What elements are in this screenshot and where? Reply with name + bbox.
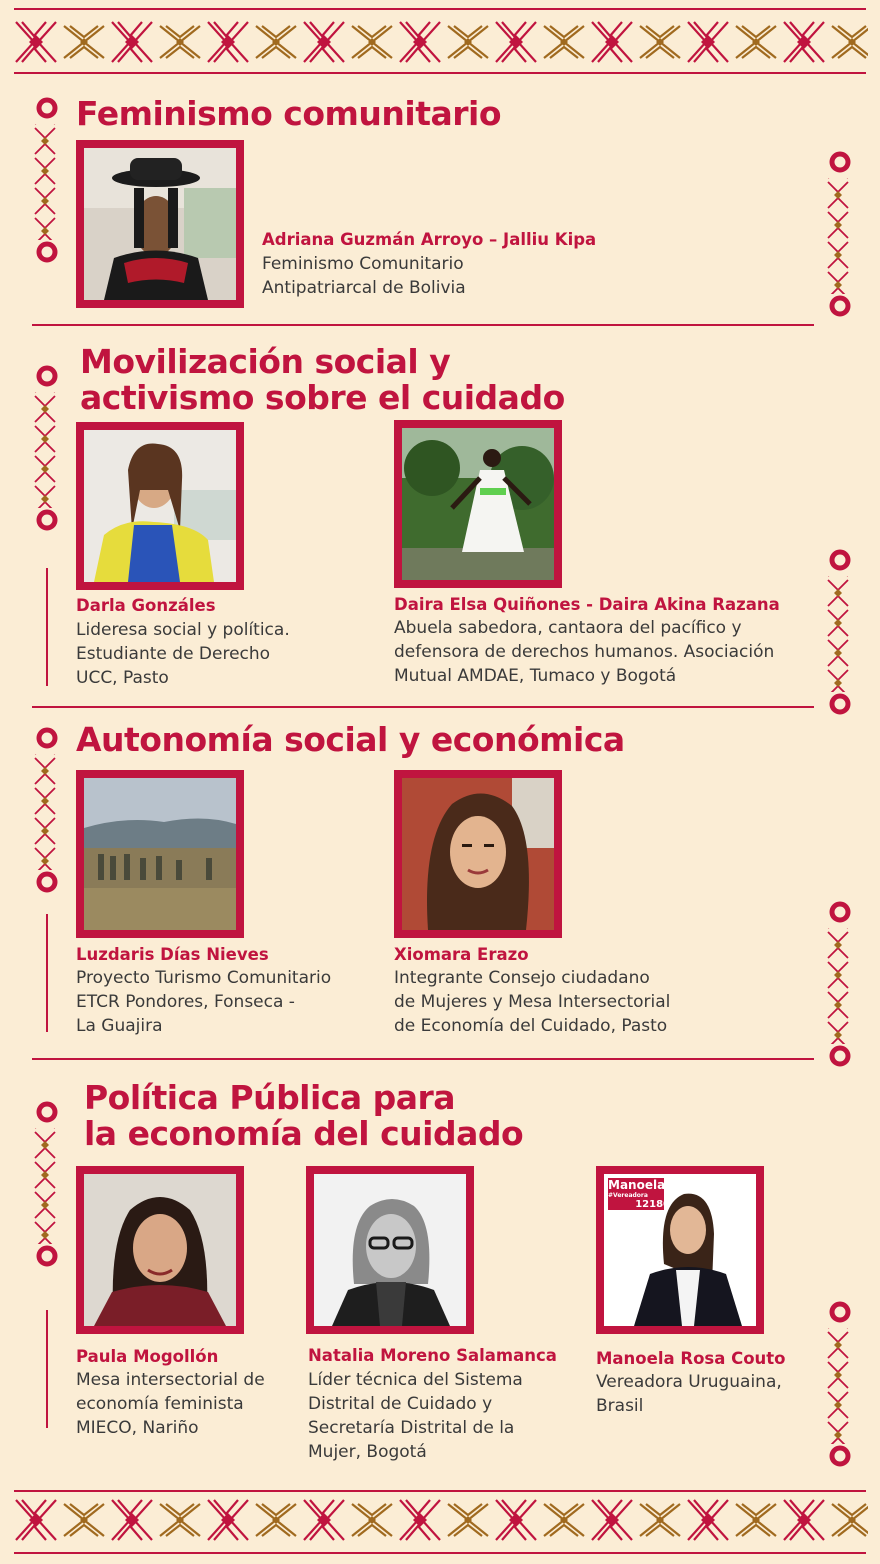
left-ornament-4 bbox=[32, 1100, 62, 1270]
section-title-feminismo bbox=[76, 96, 501, 132]
portrait-image bbox=[84, 148, 236, 300]
photo-paula bbox=[76, 1166, 244, 1334]
section-title-movilizacion bbox=[80, 344, 565, 416]
person-name: Xiomara Erazo bbox=[394, 945, 529, 964]
portrait-image bbox=[84, 1174, 236, 1326]
person-name: Natalia Moreno Salamanca bbox=[308, 1346, 557, 1365]
right-ornament-1 bbox=[825, 150, 855, 320]
section-divider-1 bbox=[32, 324, 814, 326]
landscape-image bbox=[84, 778, 236, 930]
section-title-line: Autonomía social y económica bbox=[76, 720, 625, 759]
top-pattern-band bbox=[12, 18, 868, 70]
section-title-autonomia bbox=[76, 722, 625, 758]
ring-ornament-icon bbox=[825, 150, 855, 320]
campaign-badge-hashtag: #Vereadora bbox=[608, 1192, 648, 1199]
left-ornament-1 bbox=[32, 96, 62, 266]
portrait-image bbox=[84, 430, 236, 582]
portrait-image bbox=[402, 778, 554, 930]
bottom-pattern-band bbox=[12, 1496, 868, 1548]
section-title-line: Movilización social y bbox=[80, 342, 451, 381]
right-ornament-2 bbox=[825, 548, 855, 718]
section-divider-3 bbox=[32, 1058, 814, 1060]
photo-adriana bbox=[76, 140, 244, 308]
photo-xiomara bbox=[394, 770, 562, 938]
person-description: Líder técnica del Sistema Distrital de Cuidado y Secretaría Distrital de la Mujer, Bogotá bbox=[308, 1370, 523, 1462]
right-ornament-4 bbox=[825, 1300, 855, 1470]
left-vertical-line-2 bbox=[46, 568, 48, 686]
campaign-badge-name: Manoela bbox=[608, 1178, 666, 1192]
section-title-line: la economía del cuidado bbox=[84, 1114, 524, 1153]
ring-ornament-icon bbox=[825, 1300, 855, 1470]
left-vertical-line-3 bbox=[46, 914, 48, 1032]
top-border-line-inner bbox=[14, 72, 866, 74]
andean-diamond-pattern-icon bbox=[12, 18, 868, 70]
person-name: Daira Elsa Quiñones - Daira Akina Razana bbox=[394, 595, 780, 614]
person-description: Lideresa social y política. Estudiante de Derecho UCC, Pasto bbox=[76, 620, 290, 688]
person-description: Feminismo Comunitario Antipatriarcal de Bolivia bbox=[262, 254, 466, 298]
section-title-politica bbox=[84, 1080, 523, 1152]
person-description: Integrante Consejo ciudadano de Mujeres y Mesa Intersectorial de Economía del Cuidado, Pasto bbox=[394, 968, 671, 1036]
campaign-badge bbox=[608, 1178, 670, 1210]
left-vertical-line-4 bbox=[46, 1310, 48, 1428]
person-name: Luzdaris Días Nieves bbox=[76, 945, 269, 964]
person-description: Vereadora Uruguaina, Brasil bbox=[596, 1372, 782, 1416]
person-description: Mesa intersectorial de economía feminista MIECO, Nariño bbox=[76, 1370, 265, 1438]
ring-ornament-icon bbox=[32, 726, 62, 896]
campaign-badge-number: 12180 bbox=[635, 1199, 670, 1210]
photo-daira bbox=[394, 420, 562, 588]
photo-luzdaris bbox=[76, 770, 244, 938]
person-name: Paula Mogollón bbox=[76, 1347, 219, 1366]
bottom-border-line bbox=[14, 1552, 866, 1554]
ring-ornament-icon bbox=[32, 364, 62, 534]
photo-natalia bbox=[306, 1166, 474, 1334]
person-description: Proyecto Turismo Comunitario ETCR Pondores, Fonseca - La Guajira bbox=[76, 968, 332, 1036]
andean-diamond-pattern-icon bbox=[12, 1496, 868, 1548]
ring-ornament-icon bbox=[32, 96, 62, 266]
right-ornament-3 bbox=[825, 900, 855, 1070]
top-border-line bbox=[14, 8, 866, 10]
portrait-image bbox=[402, 428, 554, 580]
left-ornament-3 bbox=[32, 726, 62, 896]
section-divider-2 bbox=[32, 706, 814, 708]
person-name: Adriana Guzmán Arroyo – Jalliu Kipa bbox=[262, 230, 597, 249]
bottom-border-line-inner bbox=[14, 1490, 866, 1492]
left-ornament-2 bbox=[32, 364, 62, 534]
photo-manoela bbox=[596, 1166, 764, 1334]
photo-darla bbox=[76, 422, 244, 590]
person-description: Abuela sabedora, cantaora del pacífico y defensora de derechos humanos. Asociación Mutual AMDAE, Tumaco y Bogotá bbox=[394, 618, 775, 686]
section-title-line: activismo sobre el cuidado bbox=[80, 378, 565, 417]
ring-ornament-icon bbox=[32, 1100, 62, 1270]
ring-ornament-icon bbox=[825, 548, 855, 718]
section-title-line: Feminismo comunitario bbox=[76, 94, 501, 133]
person-name: Manoela Rosa Couto bbox=[596, 1349, 786, 1368]
portrait-image bbox=[314, 1174, 466, 1326]
ring-ornament-icon bbox=[825, 900, 855, 1070]
section-title-line: Política Pública para bbox=[84, 1078, 456, 1117]
person-name: Darla Gonzáles bbox=[76, 596, 216, 615]
